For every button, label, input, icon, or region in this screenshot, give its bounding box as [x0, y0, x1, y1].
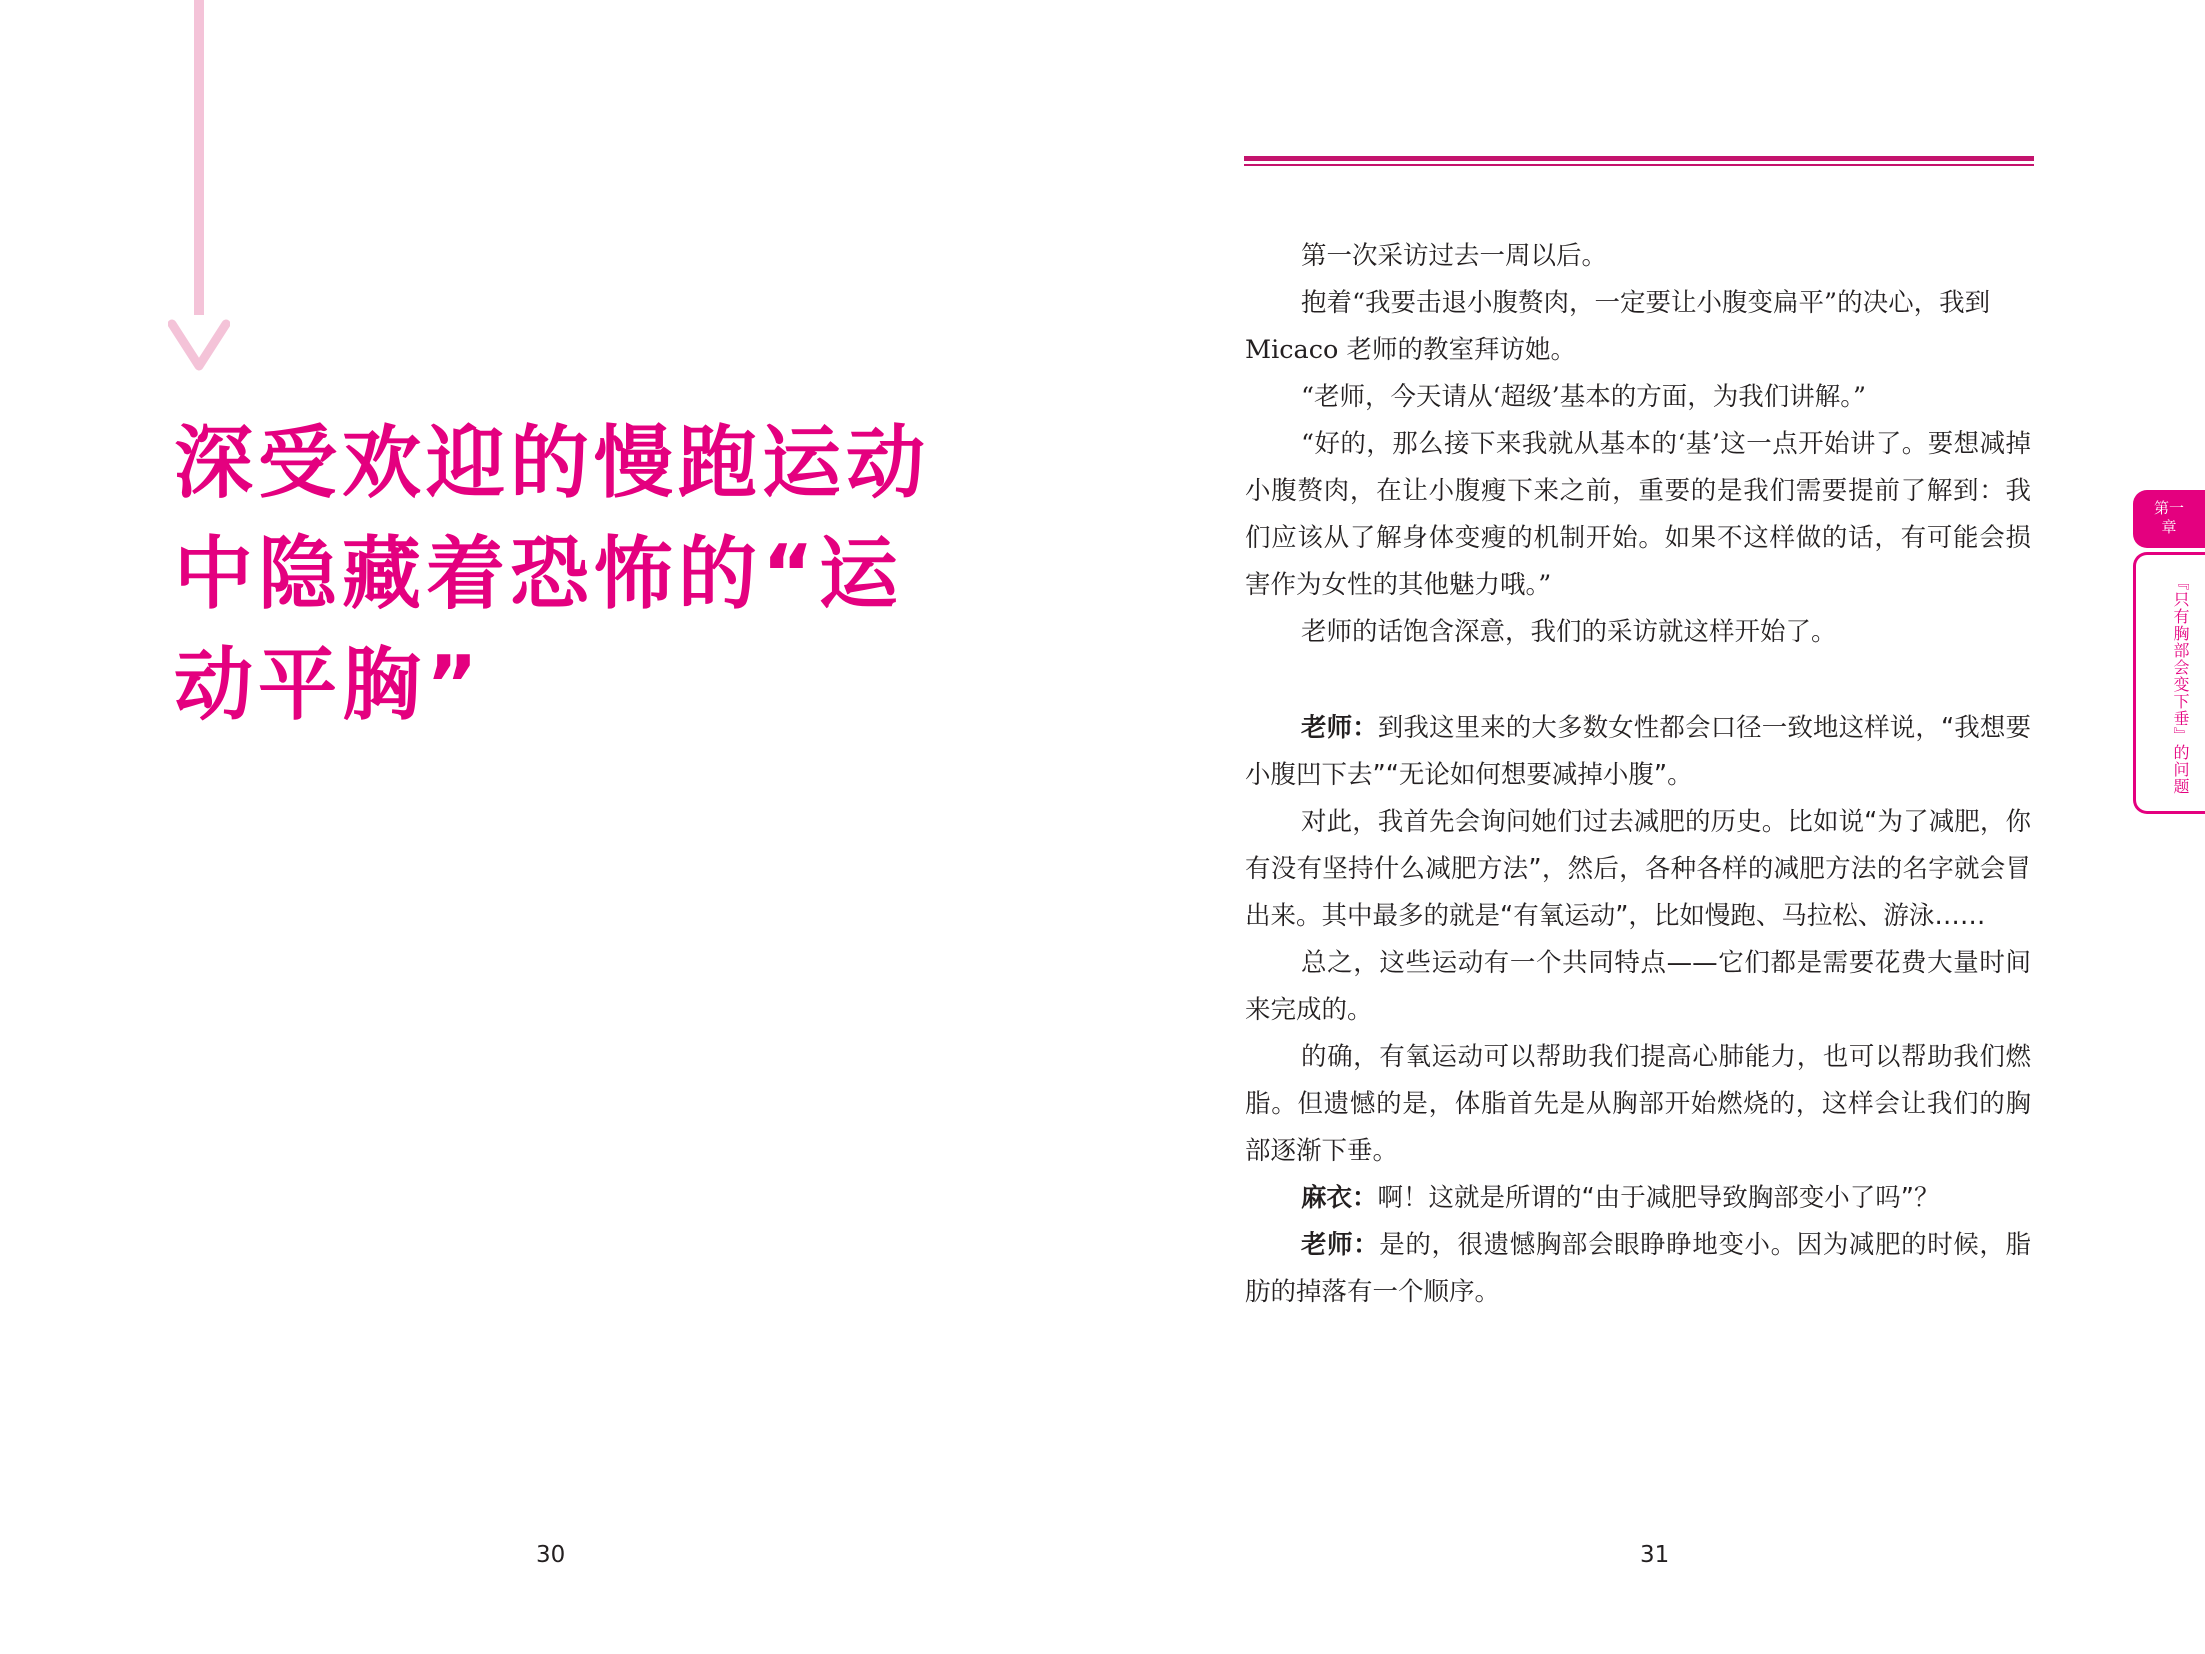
chapter-title-line: 动平胸”: [174, 639, 483, 731]
header-rule-thin: [1244, 164, 2034, 166]
dialogue-line: 是的，很遗憾胸部会眼睁睁地变小。因为减肥的时候，脂肪的掉落有一个顺序。: [1245, 1230, 2031, 1307]
dialogue-line: 对此，我首先会询问她们过去减肥的历史。比如说“为了减肥，你有没有坚持什么减肥方法”，然后，各种各样的减肥方法的名字就会冒出来。其中最多的就是“有氧运动”，比如慢跑、马拉松、游泳……: [1245, 807, 2031, 931]
paragraph: 抱着“我要击退小腹赘肉，一定要让小腹变扁平”的决心，我到: [1301, 288, 1991, 318]
chapter-tab-line: 章: [2161, 518, 2177, 536]
dialogue-paragraph: [1245, 799, 2031, 940]
chapter-title: [174, 408, 974, 741]
speaker-label: 老师：: [1301, 713, 1378, 743]
page-number-right: 31: [1640, 1542, 1670, 1568]
dialogue-paragraph: [1245, 705, 2031, 799]
dialogue-line: 到我这里来的大多数女性都会口径一致地这样说，“我想要小腹凹下去”“无论如何想要减掉小腹”。: [1245, 713, 2031, 790]
chapter-title-line: 深受欢迎的慢跑运动: [174, 417, 930, 509]
dialogue-text: [1245, 705, 2031, 1316]
paragraph: 老师的话饱含深意，我们的采访就这样开始了。: [1301, 617, 1837, 647]
dialogue-line: 总之，这些运动有一个共同特点——它们都是需要花费大量时间来完成的。: [1245, 948, 2031, 1025]
page-number-left: 30: [536, 1542, 566, 1568]
arrow-down-icon: [168, 318, 230, 374]
dialogue-paragraph: [1245, 940, 2031, 1034]
chapter-tab-label: [2133, 490, 2205, 548]
dialogue-paragraph: [1245, 1175, 2031, 1222]
chapter-tab-title: 『只有胸部会变下垂』的问题: [2171, 574, 2190, 795]
paragraph: 第一次采访过去一周以后。: [1301, 241, 1608, 271]
dialogue-paragraph: [1245, 1034, 2031, 1175]
narrative-text: [1245, 233, 2031, 656]
chapter-tab-line: 第一: [2153, 499, 2184, 517]
paragraph: Micaco 老师的教室拜访她。: [1245, 335, 1576, 365]
header-rule-thick: [1244, 156, 2034, 161]
chapter-title-line: 中隐藏着恐怖的“运: [174, 528, 903, 620]
dialogue-line: 啊！这就是所谓的“由于减肥导致胸部变小了吗”？: [1377, 1183, 1940, 1213]
paragraph: “好的，那么接下来我就从基本的‘基’这一点开始讲了。要想减掉小腹赘肉，在让小腹瘦下来之前，重要的是我们需要提前了解到：我们应该从了解身体变瘦的机制开始。如果不这样做的话，有可能会损害作为女性的其他魅力哦。”: [1245, 429, 2031, 600]
dialogue-line: 的确，有氧运动可以帮助我们提高心肺能力，也可以帮助我们燃脂。但遗憾的是，体脂首先是从胸部开始燃烧的，这样会让我们的胸部逐渐下垂。: [1245, 1042, 2031, 1166]
decorative-arrow-line: [194, 0, 204, 315]
speaker-label: 老师：: [1301, 1230, 1380, 1260]
speaker-label: 麻衣：: [1301, 1183, 1378, 1213]
paragraph: “老师，今天请从‘超级’基本的方面，为我们讲解。”: [1301, 382, 1867, 412]
dialogue-paragraph: [1245, 1222, 2031, 1316]
